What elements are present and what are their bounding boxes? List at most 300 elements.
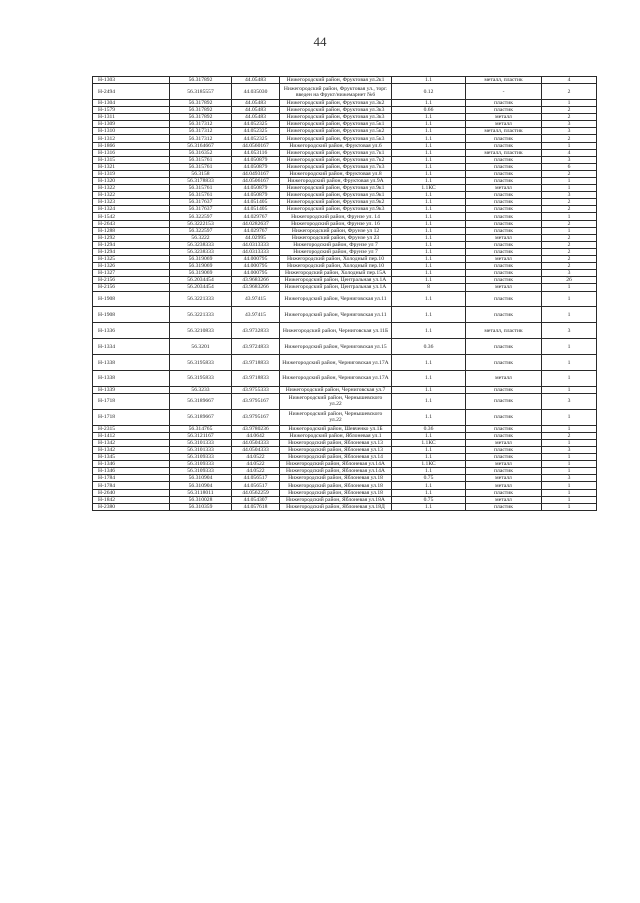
volume-cell: 0.75 <box>392 496 466 503</box>
material-cell: пластик <box>466 425 542 432</box>
longitude-cell: 43.9795167 <box>232 393 280 409</box>
volume-cell: 0.36 <box>392 425 466 432</box>
site-id-cell: Н-1323 <box>93 199 170 206</box>
latitude-cell: 56.3195833 <box>170 370 232 386</box>
count-cell: 1 <box>542 142 597 149</box>
volume-cell: 1.1 <box>392 323 466 339</box>
longitude-cell: 44.0560167 <box>232 142 280 149</box>
count-cell: 1 <box>542 454 597 461</box>
volume-cell: 1.1 <box>392 199 466 206</box>
table-row <box>93 409 597 425</box>
count-cell: 3 <box>542 447 597 454</box>
longitude-cell: 44.052325 <box>232 121 280 128</box>
count-cell: 26 <box>542 277 597 284</box>
volume-cell: 1.1КС <box>392 461 466 468</box>
table-row <box>93 234 597 241</box>
address-cell: Нижегородский район, Фруктовая ул.9к1 <box>280 192 392 199</box>
table-row <box>93 454 597 461</box>
latitude-cell: 56.317892 <box>170 107 232 114</box>
longitude-cell: 44.0506167 <box>232 178 280 185</box>
site-id-cell: Н-1342 <box>93 447 170 454</box>
site-id-cell: Н-1324 <box>93 206 170 213</box>
table-row <box>93 277 597 284</box>
material-cell: пластик <box>466 393 542 409</box>
address-cell: Нижегородский район, Шевченко ул.1Б <box>280 425 392 432</box>
count-cell: 1 <box>542 439 597 446</box>
site-id-cell: Н-1842 <box>93 496 170 503</box>
site-id-cell: Н-1542 <box>93 213 170 220</box>
volume-cell: 1.1 <box>392 468 466 475</box>
table-row <box>93 447 597 454</box>
latitude-cell: 56.319069 <box>170 270 232 277</box>
table-row <box>93 163 597 170</box>
count-cell: 2 <box>542 135 597 142</box>
site-id-cell: Н-1294 <box>93 248 170 255</box>
longitude-cell: 44.051405 <box>232 206 280 213</box>
latitude-cell: 56.3109333 <box>170 461 232 468</box>
table-row <box>93 370 597 386</box>
table-row <box>93 489 597 496</box>
count-cell: 4 <box>542 77 597 84</box>
count-cell: 1 <box>542 425 597 432</box>
table-row <box>93 142 597 149</box>
address-cell: Нижегородский район, Яблоневая ул.13 <box>280 439 392 446</box>
address-cell: Нижегородский район, Фруктовая ул.9к3 <box>280 206 392 213</box>
latitude-cell: 56.3158 <box>170 170 232 177</box>
site-id-cell: Н-1346 <box>93 468 170 475</box>
count-cell: 1 <box>542 284 597 291</box>
latitude-cell: 56.317637 <box>170 206 232 213</box>
address-cell: Нижегородский район, Фруктовая ул.2к1 <box>280 77 392 84</box>
material-cell: пластик <box>466 135 542 142</box>
longitude-cell: 44.052325 <box>232 135 280 142</box>
longitude-cell: 44.029767 <box>232 213 280 220</box>
latitude-cell: 56.322597 <box>170 213 232 220</box>
longitude-cell: 44.057618 <box>232 503 280 510</box>
site-id-cell: Н-2640 <box>93 489 170 496</box>
count-cell: 1 <box>542 307 597 323</box>
site-id-cell: Н-1327 <box>93 270 170 277</box>
count-cell: 1 <box>542 370 597 386</box>
address-cell: Нижегородский район, Фруктовая ул.9А <box>280 178 392 185</box>
volume-cell: 1.1 <box>392 307 466 323</box>
address-cell: Нижегородский район, Фруктовая ул.5к2 <box>280 128 392 135</box>
latitude-cell: 56.3164667 <box>170 142 232 149</box>
count-cell: 3 <box>542 475 597 482</box>
address-cell: Нижегородский район, Яблоневая ул.18А <box>280 496 392 503</box>
table-body <box>93 77 597 511</box>
site-id-cell: Н-1304 <box>93 99 170 106</box>
site-id-cell: Н-1322 <box>93 192 170 199</box>
longitude-cell: 44.000795 <box>232 270 280 277</box>
material-cell: пластик <box>466 503 542 510</box>
longitude-cell: 44.0642 <box>232 432 280 439</box>
longitude-cell: 44.050879 <box>232 192 280 199</box>
volume-cell: 1.1 <box>392 355 466 371</box>
count-cell: 1 <box>542 291 597 307</box>
material-cell: пластик <box>466 447 542 454</box>
latitude-cell: 56.3201 <box>170 339 232 355</box>
address-cell: Нижегородский район, Холодный пер.10 <box>280 256 392 263</box>
table-row <box>93 284 597 291</box>
site-id-cell: Н-1309 <box>93 121 170 128</box>
longitude-cell: 44.054307 <box>232 496 280 503</box>
longitude-cell: 43.9795167 <box>232 409 280 425</box>
table-row <box>93 156 597 163</box>
latitude-cell: 56.3238333 <box>170 248 232 255</box>
count-cell: 2 <box>542 256 597 263</box>
volume-cell: 1.1 <box>392 213 466 220</box>
address-cell: Нижегородский район, Холодный пер.10 <box>280 263 392 270</box>
table-row <box>93 99 597 106</box>
latitude-cell: 56.3238333 <box>170 241 232 248</box>
latitude-cell: 56.2034454 <box>170 284 232 291</box>
count-cell: 1 <box>542 489 597 496</box>
table-row <box>93 192 597 199</box>
latitude-cell: 56.3195833 <box>170 355 232 371</box>
longitude-cell: 44.05483 <box>232 114 280 121</box>
address-cell: Нижегородский район, Черниговская ул.11 <box>280 291 392 307</box>
latitude-cell: 56.3222 <box>170 234 232 241</box>
volume-cell: 8 <box>392 284 466 291</box>
table-row <box>93 425 597 432</box>
volume-cell: 1.1 <box>392 386 466 393</box>
site-id-cell: Н-1315 <box>93 156 170 163</box>
material-cell: пластик <box>466 192 542 199</box>
address-cell: Нижегородский район, Фрунзе ул. 16 <box>280 220 392 227</box>
material-cell: металл, пластик <box>466 128 542 135</box>
material-cell: пластик <box>466 454 542 461</box>
count-cell: 4 <box>542 149 597 156</box>
address-cell: Нижегородский район, Фрунзе ул 12 <box>280 227 392 234</box>
table-row <box>93 121 597 128</box>
latitude-cell: 56.315761 <box>170 185 232 192</box>
count-cell: 2 <box>542 84 597 100</box>
count-cell: 2 <box>542 107 597 114</box>
table-row <box>93 248 597 255</box>
volume-cell: 0.66 <box>392 107 466 114</box>
address-cell: Нижегородский район, Чернышевского ул.22 <box>280 393 392 409</box>
material-cell: металл <box>466 461 542 468</box>
address-cell: Нижегородский район, Фруктовая ул.3к2 <box>280 99 392 106</box>
volume-cell: 1.1 <box>392 220 466 227</box>
longitude-cell: 43.9718833 <box>232 355 280 371</box>
count-cell: 2 <box>542 170 597 177</box>
table-row <box>93 482 597 489</box>
longitude-cell: 44.050879 <box>232 163 280 170</box>
site-id-cell: Н-1288 <box>93 227 170 234</box>
site-id-cell: Н-1292 <box>93 234 170 241</box>
table-row <box>93 270 597 277</box>
address-cell: Нижегородский район, Фрунзе ул 7 <box>280 248 392 255</box>
volume-cell: 1.1 <box>392 270 466 277</box>
longitude-cell: 44.0282637 <box>232 220 280 227</box>
site-id-cell: Н-2156 <box>93 284 170 291</box>
longitude-cell: 43.9683266 <box>232 284 280 291</box>
count-cell: 2 <box>542 220 597 227</box>
table-row <box>93 178 597 185</box>
material-cell: пластик <box>466 355 542 371</box>
site-id-cell: Н-2643 <box>93 220 170 227</box>
count-cell: 1 <box>542 386 597 393</box>
address-cell: Нижегородский район, Яблоневая ул.1 <box>280 432 392 439</box>
material-cell: пластик <box>466 489 542 496</box>
volume-cell: 1.1 <box>392 447 466 454</box>
longitude-cell: 43.9724833 <box>232 339 280 355</box>
longitude-cell: 44.0504333 <box>232 439 280 446</box>
address-cell: Нижегородский район, Фруктовая ул.5к1 <box>280 121 392 128</box>
longitude-cell: 44.051405 <box>232 199 280 206</box>
latitude-cell: 56.310028 <box>170 496 232 503</box>
latitude-cell: 56.3101333 <box>170 447 232 454</box>
material-cell: металл <box>466 482 542 489</box>
count-cell: 1 <box>542 185 597 192</box>
material-cell: металл <box>466 475 542 482</box>
table-row <box>93 339 597 355</box>
address-cell: Нижегородский район, Фруктовая ул., торг. введен на Фрукт/нижемарнет №6 <box>280 84 392 100</box>
site-id-cell: Н-1718 <box>93 409 170 425</box>
volume-cell: 1.1 <box>392 99 466 106</box>
material-cell: металл <box>466 496 542 503</box>
count-cell: 1 <box>542 227 597 234</box>
latitude-cell: 56.317312 <box>170 128 232 135</box>
longitude-cell: 43.9718833 <box>232 370 280 386</box>
count-cell: 1 <box>542 409 597 425</box>
page-number: 44 <box>313 34 327 49</box>
material-cell: металл <box>466 121 542 128</box>
table-row <box>93 84 597 100</box>
volume-cell: 0.75 <box>392 475 466 482</box>
address-cell: Нижегородский район, Центральная ул.1А <box>280 284 392 291</box>
material-cell: пластик <box>466 386 542 393</box>
longitude-cell: 44.0562259 <box>232 489 280 496</box>
address-cell: Нижегородский район, Черниговская ул.11 <box>280 307 392 323</box>
latitude-cell: 56.3221333 <box>170 307 232 323</box>
latitude-cell: 56.322597 <box>170 227 232 234</box>
latitude-cell: 56.316352 <box>170 149 232 156</box>
latitude-cell: 56.317312 <box>170 121 232 128</box>
table-row <box>93 323 597 339</box>
longitude-cell: 43.9732833 <box>232 323 280 339</box>
table-row <box>93 135 597 142</box>
latitude-cell: 56.3118011 <box>170 489 232 496</box>
site-id-cell: Н-2315 <box>93 425 170 432</box>
count-cell: 2 <box>542 263 597 270</box>
volume-cell: 1.1 <box>392 206 466 213</box>
latitude-cell: 56.315761 <box>170 163 232 170</box>
address-cell: Нижегородский район, Черниговская ул.15 <box>280 339 392 355</box>
volume-cell: 1.1 <box>392 256 466 263</box>
table-row <box>93 291 597 307</box>
volume-cell: 1.1 <box>392 142 466 149</box>
volume-cell: 1.1 <box>392 277 466 284</box>
site-id-cell: Н-1326 <box>93 263 170 270</box>
address-cell: Нижегородский район, Яблоневая ул.13 <box>280 447 392 454</box>
site-id-cell: Н-1311 <box>93 114 170 121</box>
latitude-cell: 56.3189667 <box>170 409 232 425</box>
latitude-cell: 56.310359 <box>170 503 232 510</box>
site-id-cell: Н-1345 <box>93 454 170 461</box>
latitude-cell: 56.3178833 <box>170 178 232 185</box>
volume-cell: 1.1 <box>392 263 466 270</box>
address-cell: Нижегородский район, Фруктовая ул.3к3 <box>280 114 392 121</box>
volume-cell: 1.1 <box>392 432 466 439</box>
material-cell: пластик <box>466 432 542 439</box>
volume-cell: 1.1 <box>392 121 466 128</box>
table-row <box>93 213 597 220</box>
latitude-cell: 56.3222153 <box>170 220 232 227</box>
longitude-cell: 44.050879 <box>232 185 280 192</box>
table-row <box>93 496 597 503</box>
site-id-cell: Н-1784 <box>93 475 170 482</box>
material-cell: пластик <box>466 263 542 270</box>
site-id-cell: Н-1866 <box>93 142 170 149</box>
volume-cell: 1.1 <box>392 227 466 234</box>
material-cell: пластик <box>466 99 542 106</box>
longitude-cell: 44.053116 <box>232 149 280 156</box>
table-row <box>93 386 597 393</box>
material-cell: пластик <box>466 307 542 323</box>
table-row <box>93 241 597 248</box>
volume-cell: 1.1 <box>392 409 466 425</box>
address-cell: Нижегородский район, Яблоневая ул.18Д <box>280 503 392 510</box>
table-row <box>93 107 597 114</box>
longitude-cell: 44.05483 <box>232 107 280 114</box>
longitude-cell: 44.000795 <box>232 263 280 270</box>
longitude-cell: 44.029767 <box>232 227 280 234</box>
volume-cell: 1.1 <box>392 489 466 496</box>
site-id-cell: Н-1908 <box>93 307 170 323</box>
count-cell: 1 <box>542 496 597 503</box>
table-row <box>93 439 597 446</box>
table-row <box>93 128 597 135</box>
volume-cell: 1.1 <box>392 370 466 386</box>
table-row <box>93 149 597 156</box>
material-cell: металл, пластик <box>466 149 542 156</box>
site-id-cell: Н-1338 <box>93 370 170 386</box>
longitude-cell: 44.0493167 <box>232 170 280 177</box>
material-cell: пластик <box>466 156 542 163</box>
latitude-cell: 56.3189667 <box>170 393 232 409</box>
table-row <box>93 199 597 206</box>
address-cell: Нижегородский район, Черниговская ул.17А <box>280 355 392 371</box>
longitude-cell: 44.0504333 <box>232 447 280 454</box>
longitude-cell: 44.0522 <box>232 468 280 475</box>
material-cell: пластик <box>466 178 542 185</box>
site-id-cell: Н-1579 <box>93 107 170 114</box>
material-cell: пластик <box>466 241 542 248</box>
latitude-cell: 56.317892 <box>170 114 232 121</box>
volume-cell: 0.36 <box>392 339 466 355</box>
longitude-cell: 43.9755333 <box>232 386 280 393</box>
table-row <box>93 432 597 439</box>
longitude-cell: 44.0522 <box>232 461 280 468</box>
longitude-cell: 44.050879 <box>232 156 280 163</box>
material-cell: металл <box>466 284 542 291</box>
material-cell: пластик <box>466 142 542 149</box>
table-row <box>93 227 597 234</box>
volume-cell: 1.1 <box>392 291 466 307</box>
material-cell: металл <box>466 234 542 241</box>
volume-cell: 1.1 <box>392 178 466 185</box>
address-cell: Нижегородский район, Яблоневая ул.18 <box>280 482 392 489</box>
count-cell: 2 <box>542 432 597 439</box>
volume-cell: 0.12 <box>392 84 466 100</box>
table-row <box>93 77 597 84</box>
site-id-cell: Н-1322 <box>93 185 170 192</box>
site-id-cell: Н-1346 <box>93 461 170 468</box>
material-cell: пластик <box>466 339 542 355</box>
address-cell: Нижегородский район, Яблоневая ул.18 <box>280 475 392 482</box>
longitude-cell: 44.000795 <box>232 256 280 263</box>
count-cell: 1 <box>542 355 597 371</box>
address-cell: Нижегородский район, Фруктовая ул.7к3 <box>280 163 392 170</box>
longitude-cell: 44.052325 <box>232 128 280 135</box>
latitude-cell: 56.3109333 <box>170 468 232 475</box>
material-cell: пластик <box>466 227 542 234</box>
address-cell: Нижегородский район, Яблоневая ул.14А <box>280 468 392 475</box>
site-id-cell: Н-1412 <box>93 432 170 439</box>
table-row <box>93 355 597 371</box>
site-id-cell: Н-1718 <box>93 393 170 409</box>
site-id-cell: Н-1312 <box>93 135 170 142</box>
longitude-cell: 44.05483 <box>232 77 280 84</box>
address-cell: Нижегородский район, Чернышевского ул.22 <box>280 409 392 425</box>
longitude-cell: 44.02995 <box>232 234 280 241</box>
longitude-cell: 44.035030 <box>232 84 280 100</box>
table-row <box>93 114 597 121</box>
count-cell: 2 <box>542 206 597 213</box>
table-row <box>93 185 597 192</box>
count-cell: 1 <box>542 482 597 489</box>
table-row <box>93 263 597 270</box>
material-cell: металл, пластик <box>466 323 542 339</box>
address-cell: Нижегородский район, Фруктовая ул.8 <box>280 170 392 177</box>
longitude-cell: 44.0313333 <box>232 248 280 255</box>
latitude-cell: 56.315761 <box>170 156 232 163</box>
table-row <box>93 170 597 177</box>
count-cell: 1 <box>542 503 597 510</box>
address-cell: Нижегородский район, Черниговская ул.17А <box>280 370 392 386</box>
container-site-table <box>92 76 597 511</box>
material-cell: пластик <box>466 409 542 425</box>
latitude-cell: 56.3221333 <box>170 291 232 307</box>
material-cell: пластик <box>466 277 542 284</box>
site-id-cell: Н-1342 <box>93 439 170 446</box>
latitude-cell: 56.317892 <box>170 77 232 84</box>
site-id-cell: Н-1294 <box>93 241 170 248</box>
count-cell: 1 <box>542 178 597 185</box>
latitude-cell: 56.319069 <box>170 256 232 263</box>
site-id-cell: Н-2380 <box>93 503 170 510</box>
address-cell: Нижегородский район, Черниговская ул.7 <box>280 386 392 393</box>
address-cell: Нижегородский район, Яблоневая ул.14 <box>280 454 392 461</box>
site-id-cell: Н-1784 <box>93 482 170 489</box>
latitude-cell: 56.3101333 <box>170 439 232 446</box>
longitude-cell: 44.0313333 <box>232 241 280 248</box>
site-id-cell: Н-1320 <box>93 178 170 185</box>
material-cell: металл <box>466 114 542 121</box>
material-cell: пластик <box>466 199 542 206</box>
site-id-cell: Н-1338 <box>93 355 170 371</box>
address-cell: Нижегородский район, Черниговская ул.11Б <box>280 323 392 339</box>
volume-cell: 1.1 <box>392 234 466 241</box>
latitude-cell: 56.3210833 <box>170 323 232 339</box>
material-cell: пластик <box>466 248 542 255</box>
count-cell: 3 <box>542 270 597 277</box>
address-cell: Нижегородский район, Центральная ул.1А <box>280 277 392 284</box>
site-id-cell: Н-2156 <box>93 277 170 284</box>
